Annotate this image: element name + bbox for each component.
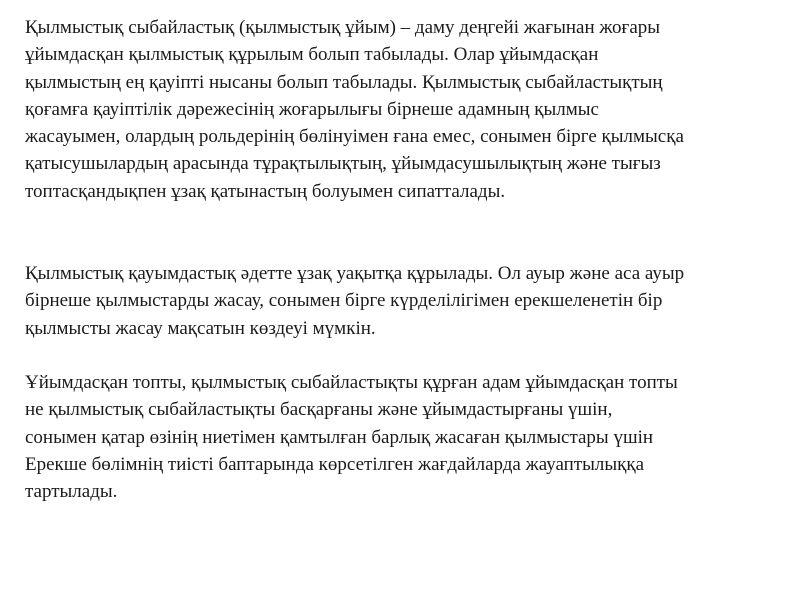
text-line: жасауымен, олардың рольдерінің бөлінуімен ғана емес, сонымен бірге қылмысқа <box>25 126 684 148</box>
text-line: Ұйымдасқан топты, қылмыстық сыбайластықты құрған адам ұйымдасқан топты <box>25 371 678 393</box>
text-line: Ерекше бөлімнің тиісті баптарында көрсетілген жағдайларда жауаптылыққа <box>25 453 645 475</box>
text-line: қатысушылардың арасында тұрақтылықтың, ұйымдасушылықтың және тығыз <box>25 153 661 175</box>
paragraph-spacer <box>25 205 792 260</box>
text-line: тартылады. <box>25 481 118 503</box>
text-line: Қылмыстық сыбайластық (қылмыстық ұйым) – даму деңгейі жағынан жоғары <box>25 17 661 38</box>
text-line: қылмысты жасау мақсатын көздеуі мүмкін. <box>25 317 376 339</box>
paragraph-liability <box>25 369 792 505</box>
text-line: қоғамға қауіптілік дәрежесінің жоғарылығы бірнеше адамның қылмыс <box>25 98 599 120</box>
text-line: қылмыстың ең қауіпті нысаны болып табылады. Қылмыстық сыбайластықтың <box>25 71 663 93</box>
paragraph-spacer <box>25 342 792 369</box>
paragraph-criminal-community <box>25 260 792 342</box>
text-line: топтасқандықпен ұзақ қатынастың болуымен сипатталады. <box>25 180 506 202</box>
text-line: ұйымдасқан қылмыстық құрылым болып табылады. Олар ұйымдасқан <box>25 44 599 66</box>
text-line: сонымен қатар өзінің ниетімен қамтылған барлық жасаған қылмыстары үшін <box>25 426 654 448</box>
text-line: не қылмыстық сыбайластықты басқарғаны және ұйымдастырғаны үшін, <box>25 399 613 421</box>
paragraph-criminal-association <box>25 14 792 205</box>
text-line: бірнеше қылмыстарды жасау, сонымен бірге күрделілігімен ерекшеленетін бір <box>25 290 663 312</box>
text-line: Қылмыстық қауымдастық әдетте ұзақ уақытқа құрылады. Ол ауыр және аса ауыр <box>25 263 685 285</box>
